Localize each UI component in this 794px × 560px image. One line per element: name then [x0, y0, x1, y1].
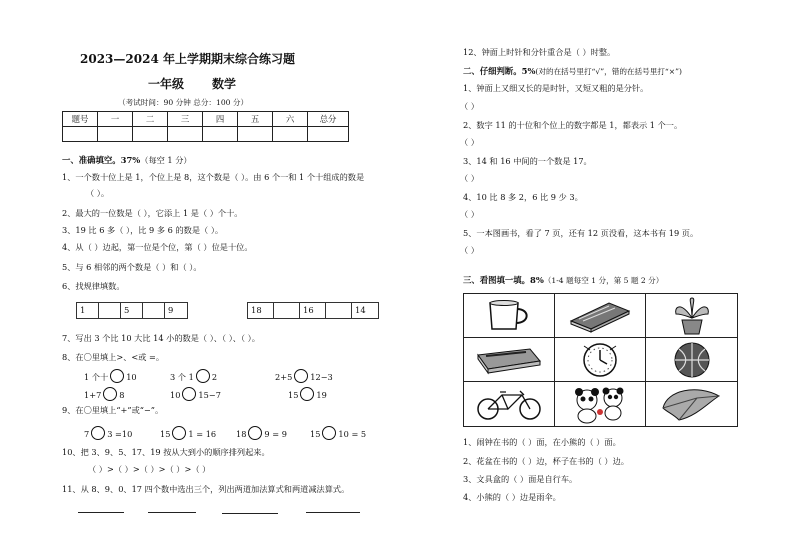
bicycle-icon — [464, 382, 555, 426]
question-1: 1、一个数十位上是 1，个位上是 8，这个数是（ ）。由 6 个一和 1 个十组成的数是 — [62, 172, 365, 182]
answer-line[interactable] — [78, 512, 124, 513]
judge-paren[interactable]: （ ） — [460, 137, 479, 147]
picture-question-1: 1、闹钟在书的（ ）面，在小熊的（ ）面。 — [463, 437, 621, 447]
operator-circle[interactable] — [91, 426, 105, 440]
score-header-cell: 三 — [168, 112, 203, 127]
score-input-cell[interactable] — [273, 127, 308, 142]
compare-item: 3 个 1 2 — [170, 369, 217, 383]
judge-paren[interactable]: （ ） — [460, 209, 479, 219]
score-input-cell[interactable] — [308, 127, 349, 142]
sequence-cell: 16 — [300, 303, 326, 318]
sequence-cell: 18 — [248, 303, 274, 318]
question-10: 10、把 3、9、5、17、19 按从大到小的顺序排列起来。 — [62, 447, 270, 457]
operator-circle[interactable] — [172, 426, 186, 440]
sequence-cell: 5 — [121, 303, 143, 318]
judge-item-2: 2、数字 11 的十位和个位上的数字都是 1，都表示 1 个一。 — [463, 120, 683, 130]
compare-item: 1+7 8 — [84, 387, 125, 401]
question-5: 5、与 6 相邻的两个数是（ ）和（ ）。 — [62, 262, 202, 272]
picture-question-2: 2、花盆在书的（ ）边，杯子在书的（ ）边。 — [463, 456, 629, 466]
compare-circle[interactable] — [103, 387, 117, 401]
score-input-cell[interactable] — [203, 127, 238, 142]
compare-circle[interactable] — [196, 369, 210, 383]
score-input-cell[interactable] — [133, 127, 168, 142]
sequence-blank[interactable] — [326, 303, 352, 318]
picture-question-3: 3、文具盒的（ ）面是自行车。 — [463, 474, 578, 484]
score-input-cell[interactable] — [168, 127, 203, 142]
judge-item-5: 5、一本图画书，看了 7 页，还有 12 页没看，这本书有 19 页。 — [463, 228, 699, 238]
score-input-cell[interactable] — [238, 127, 273, 142]
question-9: 9、在〇里填上“+”或“−”。 — [62, 405, 164, 415]
question-11: 11、从 8、9、0、17 四个数中选出三个，列出两道加法算式和两道减法算式。 — [62, 484, 350, 494]
operator-item: 18 9 = 9 — [236, 426, 287, 440]
score-header-cell: 二 — [133, 112, 168, 127]
grade-label: 一年级 — [148, 77, 185, 91]
compare-item: 1 个十 10 — [84, 369, 137, 383]
score-header-cell: 六 — [273, 112, 308, 127]
question-4: 4、从（ ）边起，第一位是个位，第（ ）位是十位。 — [62, 242, 253, 252]
question-6: 6、找规律填数。 — [62, 281, 125, 291]
sequence-cell: 14 — [355, 305, 366, 315]
sequence-box-2 — [247, 302, 379, 319]
judge-paren[interactable]: （ ） — [460, 173, 479, 183]
score-input-cell[interactable] — [98, 127, 133, 142]
clock-icon — [555, 338, 646, 382]
umbrella-icon — [646, 382, 737, 426]
pencil-box-icon — [464, 338, 555, 382]
score-table — [62, 111, 349, 142]
compare-item: 2+5 12−3 — [275, 369, 333, 383]
sequence-cell: 9 — [168, 305, 174, 315]
compare-item: 10 15−7 — [170, 387, 221, 401]
compare-circle[interactable] — [110, 369, 124, 383]
score-header-cell: 四 — [203, 112, 238, 127]
picture-question-4: 4、小熊的（ ）边是雨伞。 — [463, 492, 561, 502]
score-header-cell: 总分 — [308, 112, 349, 127]
sequence-box-1 — [76, 302, 188, 319]
sequence-cell: 1 — [77, 303, 99, 318]
question-2: 2、最大的一位数是（ ），它添上 1 是（ ）个十。 — [62, 208, 243, 218]
section2-heading: 二、仔细判断。5%(对的在括号里打“√”，错的在括号里打“×”) — [463, 66, 682, 76]
question-12: 12、钟面上时针和分针重合是（ ）时整。 — [463, 47, 616, 57]
pandas-icon — [555, 382, 646, 426]
score-input-cell[interactable] — [63, 127, 98, 142]
exam-title: 2023—2024 年上学期期末综合练习题 — [80, 52, 295, 66]
answer-line[interactable] — [222, 513, 278, 514]
question-8: 8、在〇里填上>、<或 =。 — [62, 352, 165, 362]
judge-item-1: 1、钟面上又细又长的是时针，又短又粗的是分针。 — [463, 83, 649, 93]
compare-circle[interactable] — [294, 369, 308, 383]
question-3: 3、19 比 6 多（ ），比 9 多 6 的数是（ ）。 — [62, 225, 224, 235]
ball-icon — [646, 338, 737, 382]
score-header-cell: 一 — [98, 112, 133, 127]
answer-line[interactable] — [148, 512, 196, 513]
exam-info: （考试时间：90 分钟 总分：100 分） — [118, 98, 249, 107]
section3-heading: 三、看图填一填。8%（1-4 题每空 1 分，第 5 题 2 分） — [463, 275, 664, 285]
score-header-cell: 题号 — [63, 112, 98, 127]
compare-item: 15 19 — [288, 387, 327, 401]
judge-paren[interactable]: （ ） — [460, 245, 479, 255]
judge-item-3: 3、14 和 16 中间的一个数是 17。 — [463, 156, 592, 166]
book-icon — [555, 294, 646, 338]
operator-circle[interactable] — [248, 426, 262, 440]
operator-circle[interactable] — [322, 426, 336, 440]
question-7: 7、写出 3 个比 10 大比 14 小的数是（ ）、（ ）、（ ）。 — [62, 333, 260, 343]
picture-grid — [463, 293, 738, 427]
order-row: （ ）>（ ）>（ ）>（ ）>（ ） — [88, 464, 211, 474]
cup-icon — [464, 294, 555, 338]
sequence-blank[interactable] — [274, 303, 300, 318]
operator-item: 7 3 =10 — [84, 426, 132, 440]
sequence-blank[interactable] — [143, 303, 165, 318]
operator-item: 15 10 = 5 — [310, 426, 366, 440]
potted-plant-icon — [646, 294, 737, 338]
compare-circle[interactable] — [300, 387, 314, 401]
score-header-cell: 五 — [238, 112, 273, 127]
question-1-cont: （ ）。 — [86, 188, 110, 198]
judge-item-4: 4、10 比 8 多 2，6 比 9 少 3。 — [463, 192, 583, 202]
operator-item: 15 1 = 16 — [160, 426, 216, 440]
compare-circle[interactable] — [182, 387, 196, 401]
subject-label: 数学 — [212, 77, 237, 91]
answer-line[interactable] — [306, 512, 360, 513]
section1-heading: 一、准确填空。37%（每空 1 分） — [62, 155, 192, 165]
sequence-blank[interactable] — [99, 303, 121, 318]
judge-paren[interactable]: （ ） — [460, 101, 479, 111]
